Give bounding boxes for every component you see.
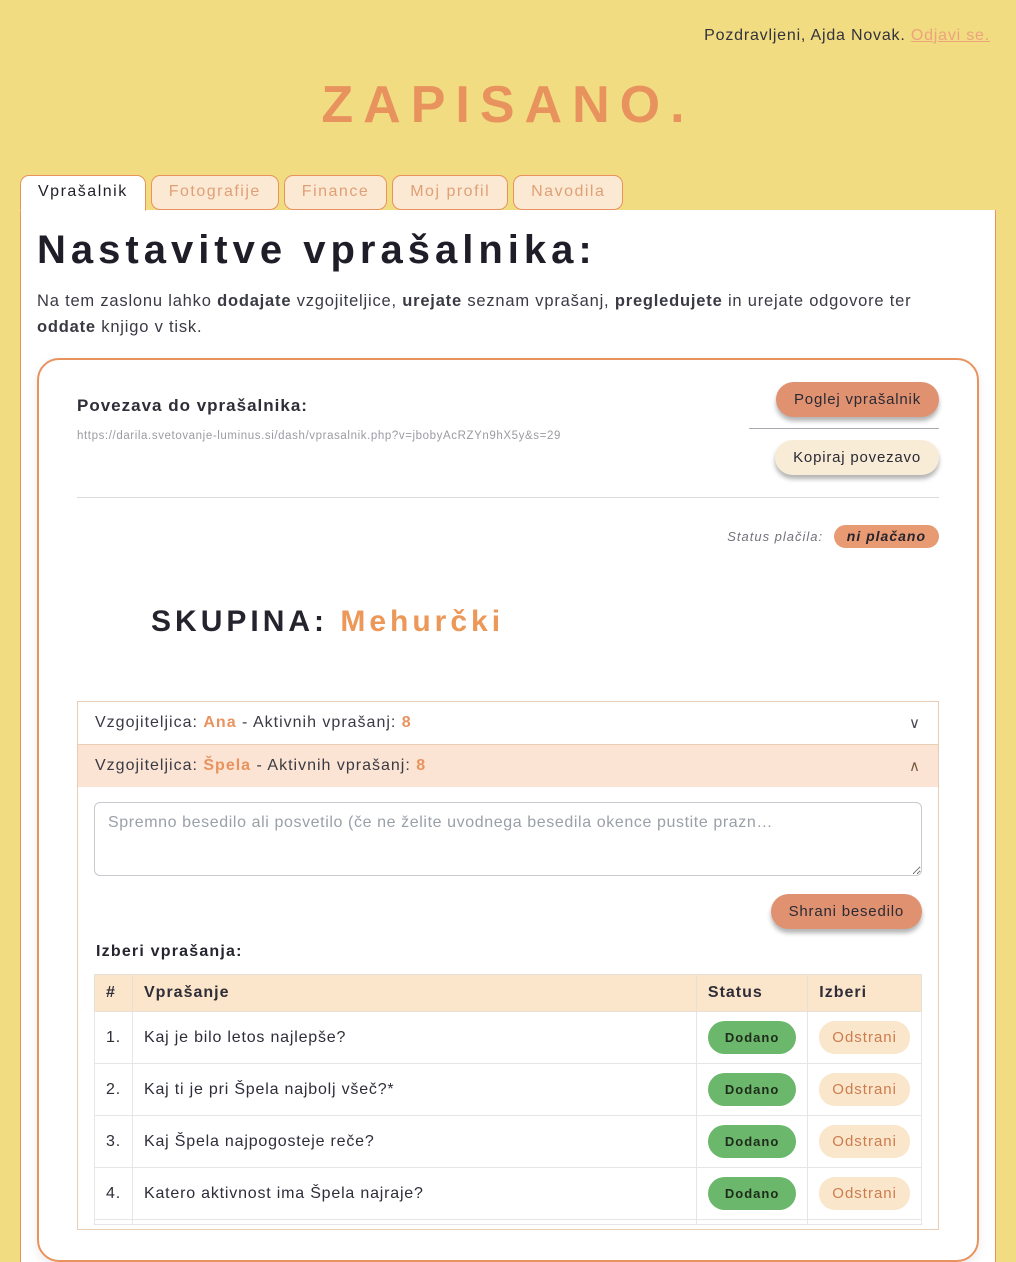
actions-divider	[749, 428, 939, 429]
section-divider	[77, 497, 939, 498]
accordion-header-ana[interactable]	[78, 702, 938, 745]
link-info	[77, 382, 561, 442]
col-header-num: #	[95, 975, 133, 1012]
tab-finance[interactable]: Finance	[284, 175, 387, 210]
question-text: Kaj je bilo letos najlepše?	[133, 1012, 697, 1064]
greeting-text: Pozdravljeni, Ajda Novak.	[704, 27, 911, 44]
question-number: 3.	[95, 1116, 133, 1168]
group-label: SKUPINA:	[151, 605, 341, 639]
link-actions	[749, 382, 939, 475]
tab-navodila[interactable]: Navodila	[513, 175, 623, 210]
remove-button[interactable]: Odstrani	[819, 1125, 910, 1158]
table-row	[95, 1116, 922, 1168]
question-text: Katero aktivnost ima Špela najraje?	[133, 1168, 697, 1220]
status-badge: Dodano	[708, 1073, 796, 1106]
chevron-down-icon: ∨	[909, 715, 921, 733]
col-header-question: Vprašanje	[133, 975, 697, 1012]
view-questionnaire-button[interactable]: Poglej vprašalnik	[776, 382, 939, 417]
table-row-partial	[95, 1220, 922, 1225]
teachers-accordion	[77, 701, 939, 1230]
save-text-button[interactable]: Shrani besedilo	[771, 894, 922, 929]
greeting-bar	[0, 0, 1016, 45]
link-label: Povezava do vprašalnika:	[77, 396, 308, 416]
table-row	[95, 1012, 922, 1064]
col-header-action: Izberi	[808, 975, 922, 1012]
status-badge: Dodano	[708, 1021, 796, 1054]
accordion-header-label	[95, 757, 426, 775]
intro-seg-bold: dodajate	[217, 292, 292, 310]
active-questions-label: - Aktivnih vprašanj:	[251, 757, 417, 775]
tab-fotografije[interactable]: Fotografije	[151, 175, 279, 210]
intro-text	[37, 289, 967, 340]
question-number: 1.	[95, 1012, 133, 1064]
table-header-row	[95, 975, 922, 1012]
accordion-body	[78, 787, 938, 1229]
teacher-name: Ana	[203, 714, 237, 732]
intro-seg-bold: urejate	[402, 292, 462, 310]
tab-bar	[20, 175, 996, 210]
question-text: Kaj Špela najpogosteje reče?	[133, 1116, 697, 1168]
tab-moj-profil[interactable]: Moj profil	[392, 175, 508, 210]
chevron-up-icon: ∧	[909, 758, 921, 776]
content-panel	[20, 210, 996, 1262]
question-text: Kaj ti je pri Špela najbolj všeč?*	[133, 1064, 697, 1116]
accordion-header-label	[95, 714, 412, 732]
intro-seg: vzgojiteljice,	[291, 292, 403, 310]
intro-seg: seznam vprašanj,	[461, 292, 615, 310]
payment-status-badge: ni plačano	[834, 525, 939, 548]
intro-seg: Na tem zaslonu lahko	[37, 292, 218, 310]
payment-status-label: Status plačila:	[727, 529, 828, 545]
app-logo: ZAPISANO.	[321, 76, 695, 134]
intro-seg: knjigo v tisk.	[95, 317, 203, 336]
questionnaire-url: https://darila.svetovanje-luminus.si/dash/vprasalnik.php?v=jbobyAcRZYn9hX5y&s=29	[77, 430, 561, 443]
intro-seg: in urejate odgovore ter	[722, 292, 917, 310]
active-questions-count: 8	[416, 757, 427, 775]
teacher-name: Špela	[203, 757, 252, 775]
questions-table	[94, 974, 922, 1225]
remove-button[interactable]: Odstrani	[819, 1021, 910, 1054]
status-badge: Dodano	[708, 1177, 796, 1210]
questionnaire-card	[37, 358, 979, 1262]
link-section	[77, 382, 939, 475]
questions-label: Izberi vprašanja:	[96, 943, 243, 961]
active-questions-count: 8	[401, 714, 412, 732]
tab-vprasalnik[interactable]: Vprašalnik	[20, 175, 146, 211]
table-row	[95, 1168, 922, 1220]
page-title: Nastavitve vprašalnika:	[37, 228, 597, 272]
group-name: Mehurčki	[340, 605, 505, 639]
question-number: 4.	[95, 1168, 133, 1220]
table-row	[95, 1064, 922, 1116]
accordion-header-spela[interactable]	[78, 745, 938, 787]
logout-link[interactable]: Odjavi se.	[910, 27, 990, 44]
memo-textarea[interactable]	[94, 802, 922, 876]
remove-button[interactable]: Odstrani	[819, 1073, 910, 1106]
teacher-prefix: Vzgojiteljica:	[95, 757, 204, 775]
teacher-prefix: Vzgojiteljica:	[95, 714, 204, 732]
intro-seg-bold: pregledujete	[614, 292, 723, 310]
col-header-status: Status	[696, 975, 807, 1012]
payment-status-line	[77, 510, 939, 563]
active-questions-label: - Aktivnih vprašanj:	[236, 714, 402, 732]
save-row	[94, 894, 922, 929]
copy-link-button[interactable]: Kopiraj povezavo	[775, 440, 939, 475]
remove-button[interactable]: Odstrani	[819, 1177, 910, 1210]
status-badge: Dodano	[708, 1125, 796, 1158]
question-number: 2.	[95, 1064, 133, 1116]
intro-seg-bold: oddate	[37, 317, 96, 336]
group-heading	[77, 571, 939, 673]
